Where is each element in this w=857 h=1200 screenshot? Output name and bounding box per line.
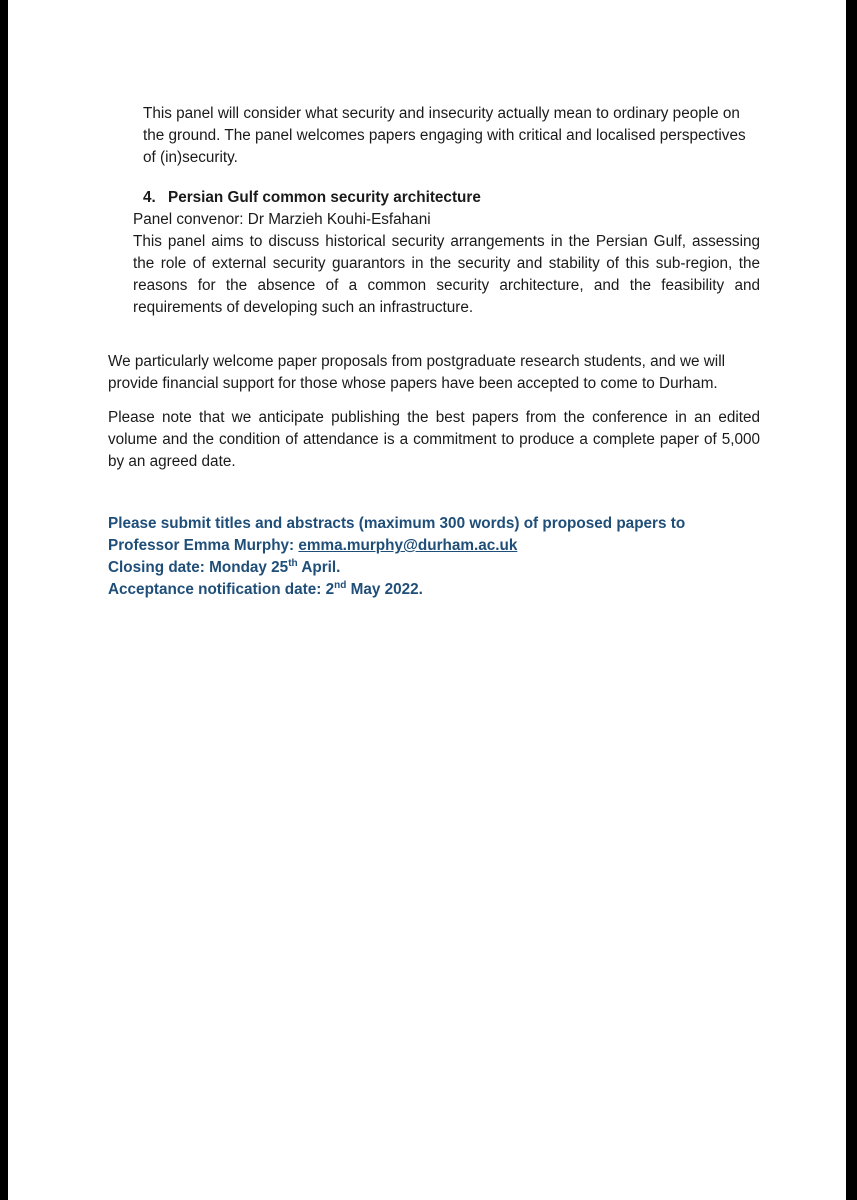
panel-4-number: 4. [143, 189, 156, 206]
submission-block [108, 513, 760, 601]
panel-4-description: This panel aims to discuss historical security arrangements in the Persian Gulf, assessing the role of external security guarantors in the security and stability of this sub-region, the reasons for the absence of a common security architecture, and the feasibility and requirements of developing such an infrastructure. [133, 233, 760, 316]
acceptance-date [108, 579, 760, 601]
panel-4-title: Persian Gulf common security architecture [168, 189, 481, 206]
acceptance-date-sup: nd [334, 579, 347, 591]
document-page [8, 0, 846, 1200]
submission-instructions [108, 513, 760, 557]
closing-date-sup: th [288, 557, 298, 569]
panel-4-convenor: Panel convenor: Dr Marzieh Kouhi-Esfahani [133, 211, 431, 228]
intro-paragraph: This panel will consider what security and insecurity actually mean to ordinary people on the ground. The panel welcomes papers engaging with critical and localised perspectives of (in)security. [143, 105, 746, 166]
closing-date-prefix: Closing date: Monday 25 [108, 559, 289, 576]
panel-4-body [133, 209, 760, 319]
acceptance-date-suffix: May 2022. [346, 581, 423, 598]
acceptance-date-prefix: Acceptance notification date: 2 [108, 581, 335, 598]
email-link[interactable]: emma.murphy@durham.ac.uk [298, 537, 518, 554]
publishing-paragraph: Please note that we anticipate publishing the best papers from the conference in an edited volume and the condition of attendance is a commitment to produce a complete paper of 5,000 by an agreed date. [108, 409, 760, 470]
postgrad-paragraph: We particularly welcome paper proposals from postgraduate research students, and we will provide financial support for those whose papers have been accepted to come to Durham. [108, 353, 725, 392]
panel-4-heading [143, 187, 760, 209]
closing-date-suffix: April. [297, 559, 341, 576]
closing-date [108, 557, 760, 579]
document-content [108, 103, 760, 601]
submission-text: Please submit titles and abstracts (maximum 300 words) of proposed papers to Professor Emma Murphy: [108, 515, 686, 554]
